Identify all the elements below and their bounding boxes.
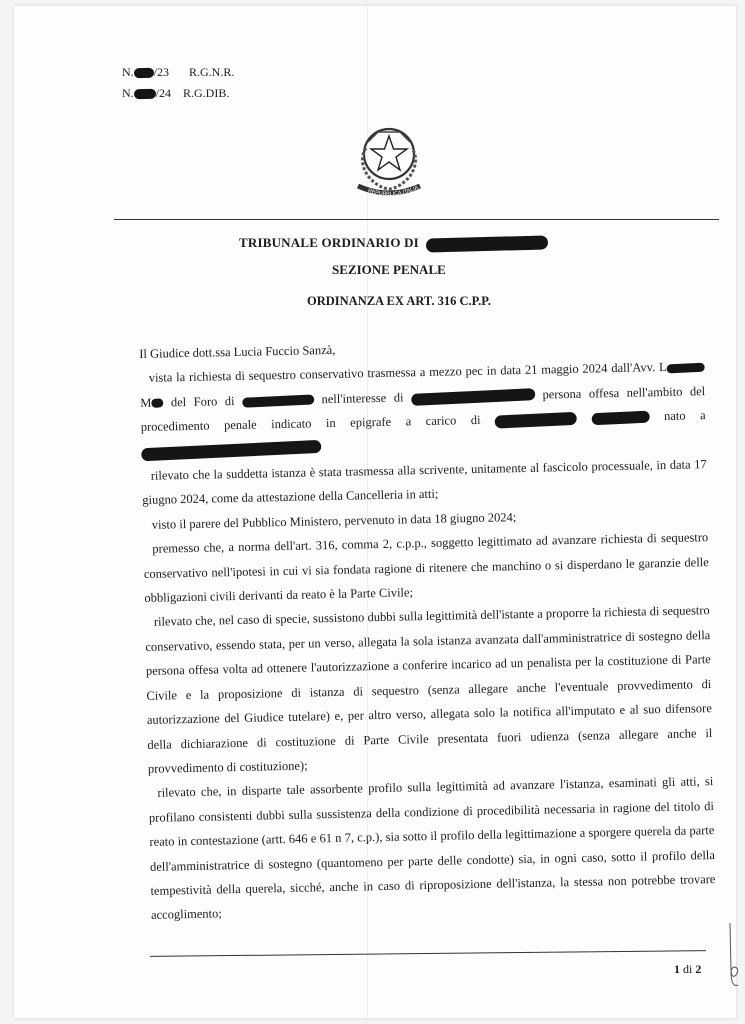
redaction (591, 411, 650, 426)
header-rule (114, 219, 719, 220)
case-references (122, 62, 234, 104)
footer-rule (150, 950, 706, 957)
redaction (495, 412, 578, 429)
section-title: SEZIONE PENALE (332, 262, 446, 277)
order-title: ORDINANZA EX ART. 316 C.P.P. (307, 294, 491, 308)
paragraph-request: vista la richiesta di sequestro conservativo trasmessa a mezzo pec in data 21 maggio 2024 dall'Avv. L M del Foro di nell'interesse di persona offesa nell'ambito del procedimento penale indicato in epigrafe a carico di nato a (140, 355, 707, 464)
order-body (139, 330, 716, 927)
paragraph-premise: premesso che, a norma dell'art. 316, comma 2, c.p.p., soggetto legittimato ad avanzare richiesta di sequestro conservativo nell'ipotesi in cui vi sia fondata ragione di ritenere che manchino o si disperdano le garanzie delle obbligazioni civili derivanti da reato è la Parte Civile; (143, 530, 709, 606)
redaction (666, 363, 704, 374)
paragraph-transmission: rilevato che la suddetta istanza è stata trasmessa alla scrivente, unitamente al fascicolo processuale, in data 17 giugno 2024, come da attestazione della Cancelleria in atti; (142, 457, 707, 508)
redaction (242, 394, 314, 407)
document-page (14, 6, 736, 1018)
paragraph-judge: Il Giudice dott.ssa Lucia Fuccio Sanzà, (139, 342, 336, 361)
redaction (426, 235, 548, 252)
redaction (134, 68, 154, 79)
redaction (151, 399, 163, 409)
ref-rgnr: N. /23 R.G.N.R. (122, 65, 235, 79)
redaction (141, 440, 321, 461)
svg-text:REPUBBLICA ITALIANA: REPUBBLICA ITALIA (366, 185, 420, 198)
paragraph-legitimacy: rilevato che, nel caso di specie, sussistono dubbi sulla legittimità dell'istante a proporre la richiesta di sequestro conservativo, essendo stata, per un verso, allegata la sola istanza avanzata dall'amministratrice di sostegno della persona offesa volta ad ottenere l'autorizzazione a conferire incarico ad un penalista per la costituzione di Parte Civile e la proposizione di istanza di sequestro (senza allegare anche l'eventuale provvedimento di autorizzazione del Giudice tutelare) e, per altro verso, allegata solo la notifica all'imputato e al suo difensore della dichiarazione di costituzione di Parte Civile presentata fuori udienza (senza allegare anche il provvedimento di costituzione); (145, 603, 713, 776)
paragraph-pm-opinion: visto il parere del Pubblico Ministero, pervenuto in data 18 giugno 2024; (151, 509, 517, 532)
redaction (411, 388, 535, 406)
handwritten-initial-icon (726, 921, 745, 991)
redaction (134, 89, 156, 100)
court-title: TRIBUNALE ORDINARIO DI (239, 235, 548, 251)
page-number: 1 di 2 (674, 962, 702, 976)
ref-rgdib: N. /24 R.G.DIB. (122, 86, 230, 100)
paragraph-procedibility: rilevato che, in disparte tale assorbente profilo sulla legittimità ad avanzare l'istanza, esaminati gli atti, si profilano consistenti dubbi sulla sussistenza della condizione di procedibilità necessaria in ragione del titolo di reato in contestazione (artt. 646 e 61 n 7, c.p.), sia sotto il profilo della legittimazione a sporgere querela da parte dell'amministratrice di sostegno (quantomeno per parte delle condotte) sia, in ogni caso, sotto il profilo della tempestività della querela, sicché, anche in caso di riproposizione dell'istanza, la stessa non potrebbe trovare accoglimento; (148, 774, 716, 923)
emblem-of-italy-icon (348, 116, 430, 204)
